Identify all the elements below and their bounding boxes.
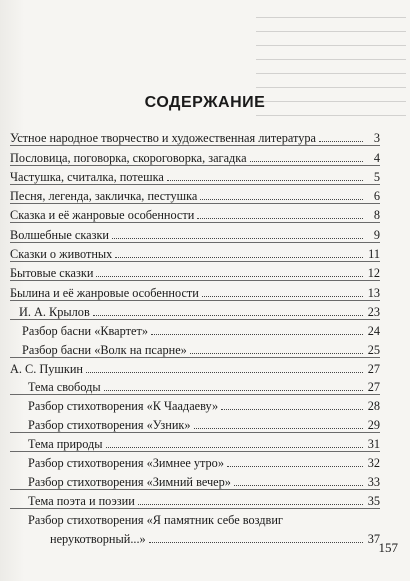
toc-entry-page: 8 xyxy=(373,208,380,223)
dot-leader xyxy=(138,504,363,505)
page-number: 157 xyxy=(378,540,398,555)
toc-entry-page: 3 xyxy=(373,131,380,146)
dot-leader xyxy=(194,428,363,429)
toc-entry-page: 9 xyxy=(373,227,380,242)
dot-leader xyxy=(221,409,363,410)
toc-entry-page: 37 xyxy=(367,531,380,546)
toc-entry-page: 28 xyxy=(367,399,380,414)
toc-entry-title: Сказка и её жанровые особенности xyxy=(10,208,195,223)
toc-entry xyxy=(10,185,380,204)
toc-entry-page: 32 xyxy=(367,456,380,471)
toc-entry-title: Разбор стихотворения «Я памятник себе воздвиг xyxy=(28,513,283,528)
dot-leader xyxy=(112,238,363,239)
toc-entry xyxy=(10,338,380,357)
toc-entry-title: Бытовые сказки xyxy=(10,266,94,281)
toc-entry-title: Пословица, поговорка, скороговорка, загадка xyxy=(10,150,247,165)
toc-entry-page: 27 xyxy=(367,361,380,376)
toc-entry xyxy=(10,166,380,185)
toc-entry-page: 5 xyxy=(373,169,380,184)
dot-leader xyxy=(200,199,363,200)
toc-entry xyxy=(10,127,380,146)
toc-entry-page: 6 xyxy=(373,189,380,204)
dot-leader xyxy=(167,180,363,181)
toc-entry-title: Разбор басни «Квартет» xyxy=(22,324,148,339)
toc-entry xyxy=(10,452,380,470)
toc-entry-title: нерукотворный...» xyxy=(50,531,146,546)
dot-leader xyxy=(96,276,363,277)
toc-entry xyxy=(10,358,380,376)
toc-entry-title: Устное народное творчество и художественная литература xyxy=(10,131,317,146)
toc-entry-page: 27 xyxy=(367,380,380,395)
toc-entry xyxy=(10,413,380,432)
toc-entry xyxy=(10,376,380,395)
toc-entry xyxy=(10,243,380,262)
toc-entry xyxy=(10,262,380,281)
toc-entry-page: 12 xyxy=(367,266,380,281)
toc-entry-page: 4 xyxy=(373,150,380,165)
toc-entry xyxy=(10,395,380,413)
toc-entry-title: Частушка, считалка, потешка xyxy=(10,169,164,184)
dot-leader xyxy=(202,296,363,297)
toc-entry xyxy=(10,320,380,338)
dot-leader xyxy=(86,372,363,373)
toc-entry-title: Разбор стихотворения «Зимнее утро» xyxy=(28,456,224,471)
toc-entry-page: 31 xyxy=(367,437,380,452)
toc-entry xyxy=(10,490,380,509)
dot-leader xyxy=(190,353,363,354)
toc-entry xyxy=(10,527,380,545)
toc-entry xyxy=(10,146,380,165)
dot-leader xyxy=(151,334,363,335)
dot-leader xyxy=(197,218,363,219)
toc-entry xyxy=(10,281,380,300)
toc-entry xyxy=(10,433,380,452)
toc-entry-page: 33 xyxy=(367,474,380,489)
dot-leader xyxy=(227,466,363,467)
toc-entry-title: Сказки о животных xyxy=(10,247,113,262)
toc-entry-page: 23 xyxy=(367,304,380,319)
toc-entry xyxy=(10,470,380,489)
toc-entry-page: 24 xyxy=(367,324,380,339)
toc-entry-page: 25 xyxy=(367,342,380,357)
toc-entry-page: 11 xyxy=(368,247,380,262)
toc-entry-title: Разбор стихотворения «Зимний вечер» xyxy=(28,474,231,489)
contents-heading: СОДЕРЖАНИЕ xyxy=(144,94,266,111)
dot-leader xyxy=(319,141,363,142)
toc-entry xyxy=(10,509,380,527)
toc-entry-title: Разбор стихотворения «Узник» xyxy=(28,417,191,432)
toc-entry-page: 29 xyxy=(367,417,380,432)
dot-leader xyxy=(104,390,363,391)
table-of-contents xyxy=(10,127,380,546)
toc-entry-title: Тема природы xyxy=(28,437,103,452)
dot-leader xyxy=(149,542,363,543)
dot-leader xyxy=(234,485,363,486)
toc-entry-title: Тема свободы xyxy=(28,380,101,395)
toc-entry-page: 13 xyxy=(367,285,380,300)
toc-entry-title: Разбор стихотворения «К Чаадаеву» xyxy=(28,399,219,414)
toc-entry-title: Разбор басни «Волк на псарне» xyxy=(22,342,187,357)
toc-entry-title: Песня, легенда, закличка, пестушка xyxy=(10,189,198,204)
toc-entry-title: Волшебные сказки xyxy=(10,227,109,242)
dot-leader xyxy=(93,315,363,316)
toc-entry-title: Былина и её жанровые особенности xyxy=(10,285,199,300)
dot-leader xyxy=(250,161,363,162)
toc-entry-title: Тема поэта и поэзии xyxy=(28,493,135,508)
toc-entry xyxy=(10,204,380,223)
toc-entry-page: 35 xyxy=(367,493,380,508)
dot-leader xyxy=(115,257,363,258)
toc-entry-title: А. С. Пушкин xyxy=(10,361,84,376)
toc-entry-title: И. А. Крылов xyxy=(19,304,90,319)
dot-leader xyxy=(106,447,363,448)
toc-entry xyxy=(10,223,380,242)
toc-entry xyxy=(10,301,380,320)
